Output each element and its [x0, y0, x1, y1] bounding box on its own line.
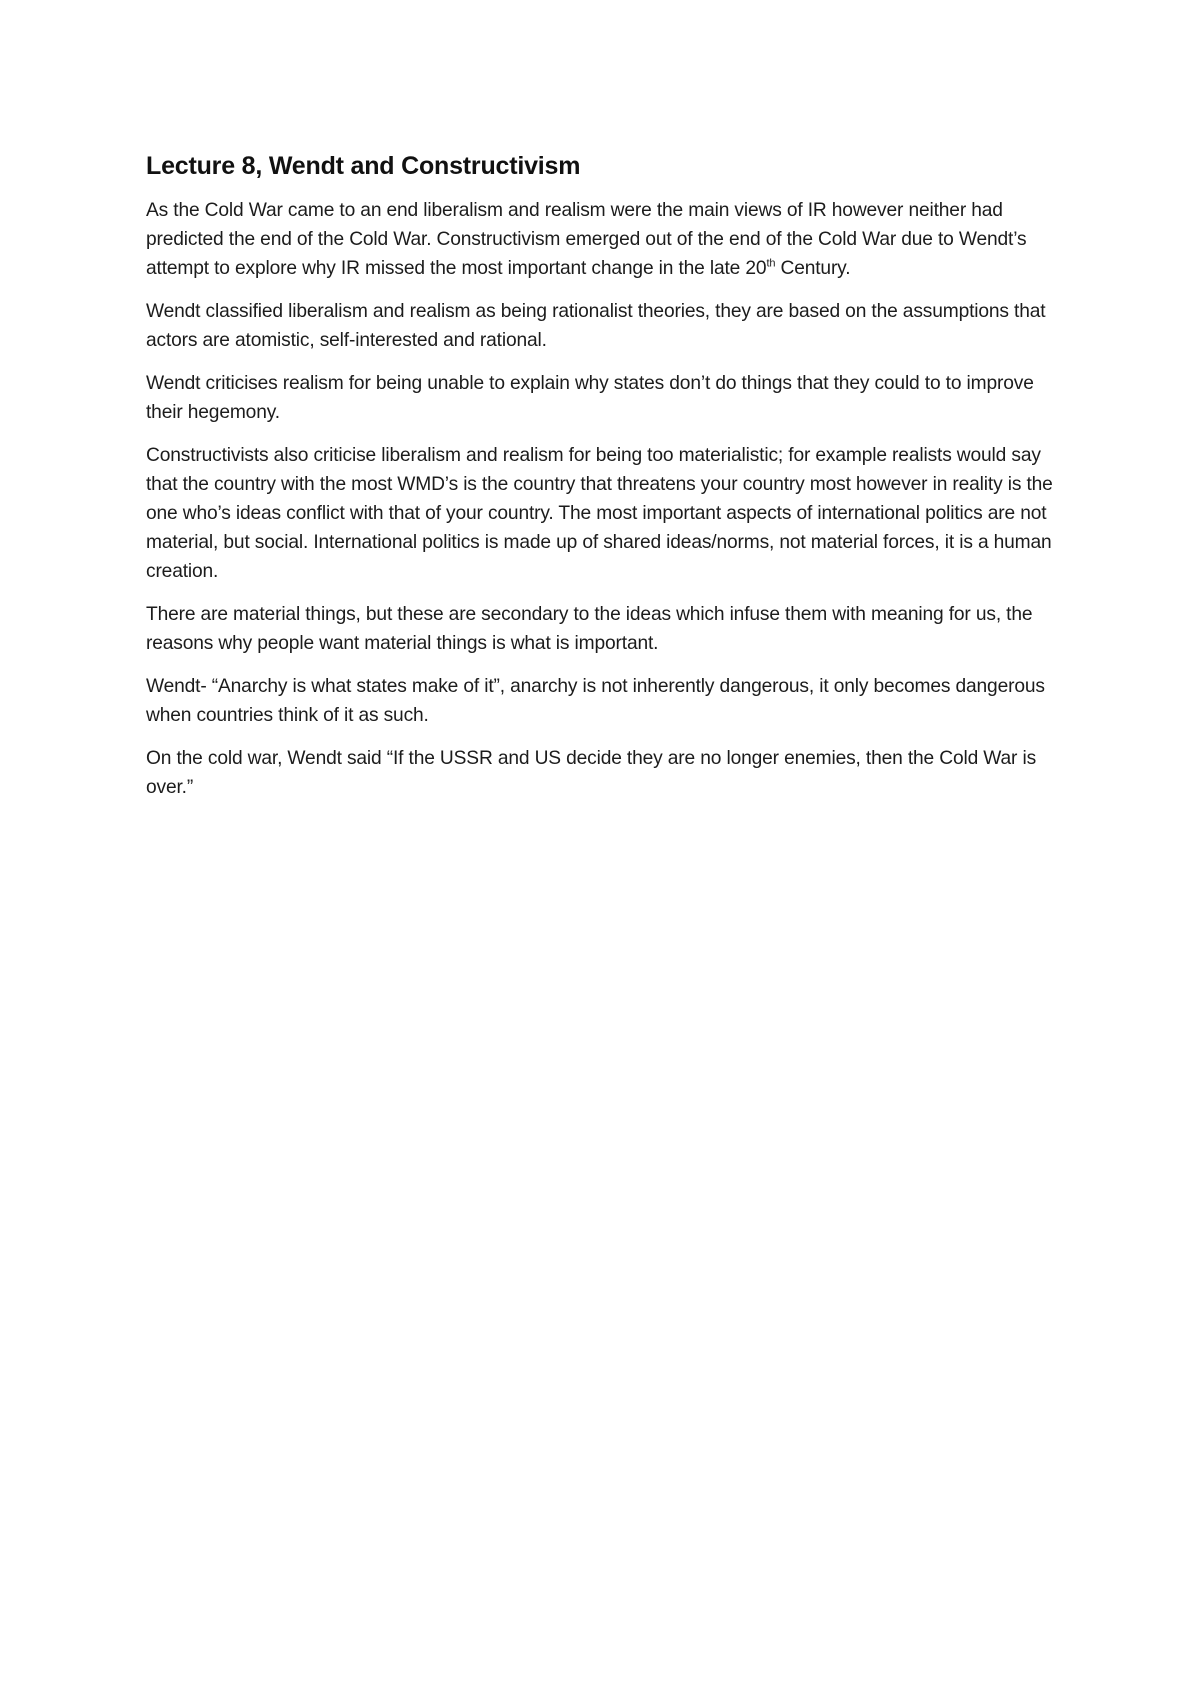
document-title: Lecture 8, Wendt and Constructivism [146, 152, 581, 180]
paragraph-realism-critique: Wendt criticises realism for being unable to explain why states don’t do things that they could to to improve their hegemony. [146, 373, 1034, 423]
paragraph-materialism-critique: Constructivists also criticise liberalism and realism for being too materialistic; for example realists would say that the country with the most WMD’s is the country that threatens your country most however in reality is the one who’s ideas conflict with that of your country. The most important aspects of international politics are not material, but social. International politics is made up of shared ideas/norms, not material forces, it is a human creation. [146, 445, 1053, 582]
paragraph-material-things: There are material things, but these are secondary to the ideas which infuse them with meaning for us, the reasons why people want material things is what is important. [146, 604, 1033, 654]
paragraph-anarchy-quote: Wendt- “Anarchy is what states make of it”, anarchy is not inherently dangerous, it only becomes dangerous when countries think of it as such. [146, 676, 1045, 726]
ordinal-superscript: th [766, 257, 776, 270]
paragraph-cold-war-intro [146, 196, 1066, 283]
paragraph-text: As the Cold War came to an end liberalism and realism were the main views of IR however neither had predicted the end of the Cold War. Constructivism emerged out of the end of the Cold War due to Wendt’s attempt to explore why IR missed the most important change in the late 20 [146, 200, 1027, 279]
paragraph-cold-war-quote: On the cold war, Wendt said “If the USSR and US decide they are no longer enemies, then the Cold War is over.” [146, 748, 1037, 798]
document-body [146, 150, 1066, 816]
paragraph-rationalist-theories: Wendt classified liberalism and realism as being rationalist theories, they are based on the assumptions that actors are atomistic, self-interested and rational. [146, 301, 1046, 351]
paragraph-text-end: Century. [775, 258, 851, 279]
